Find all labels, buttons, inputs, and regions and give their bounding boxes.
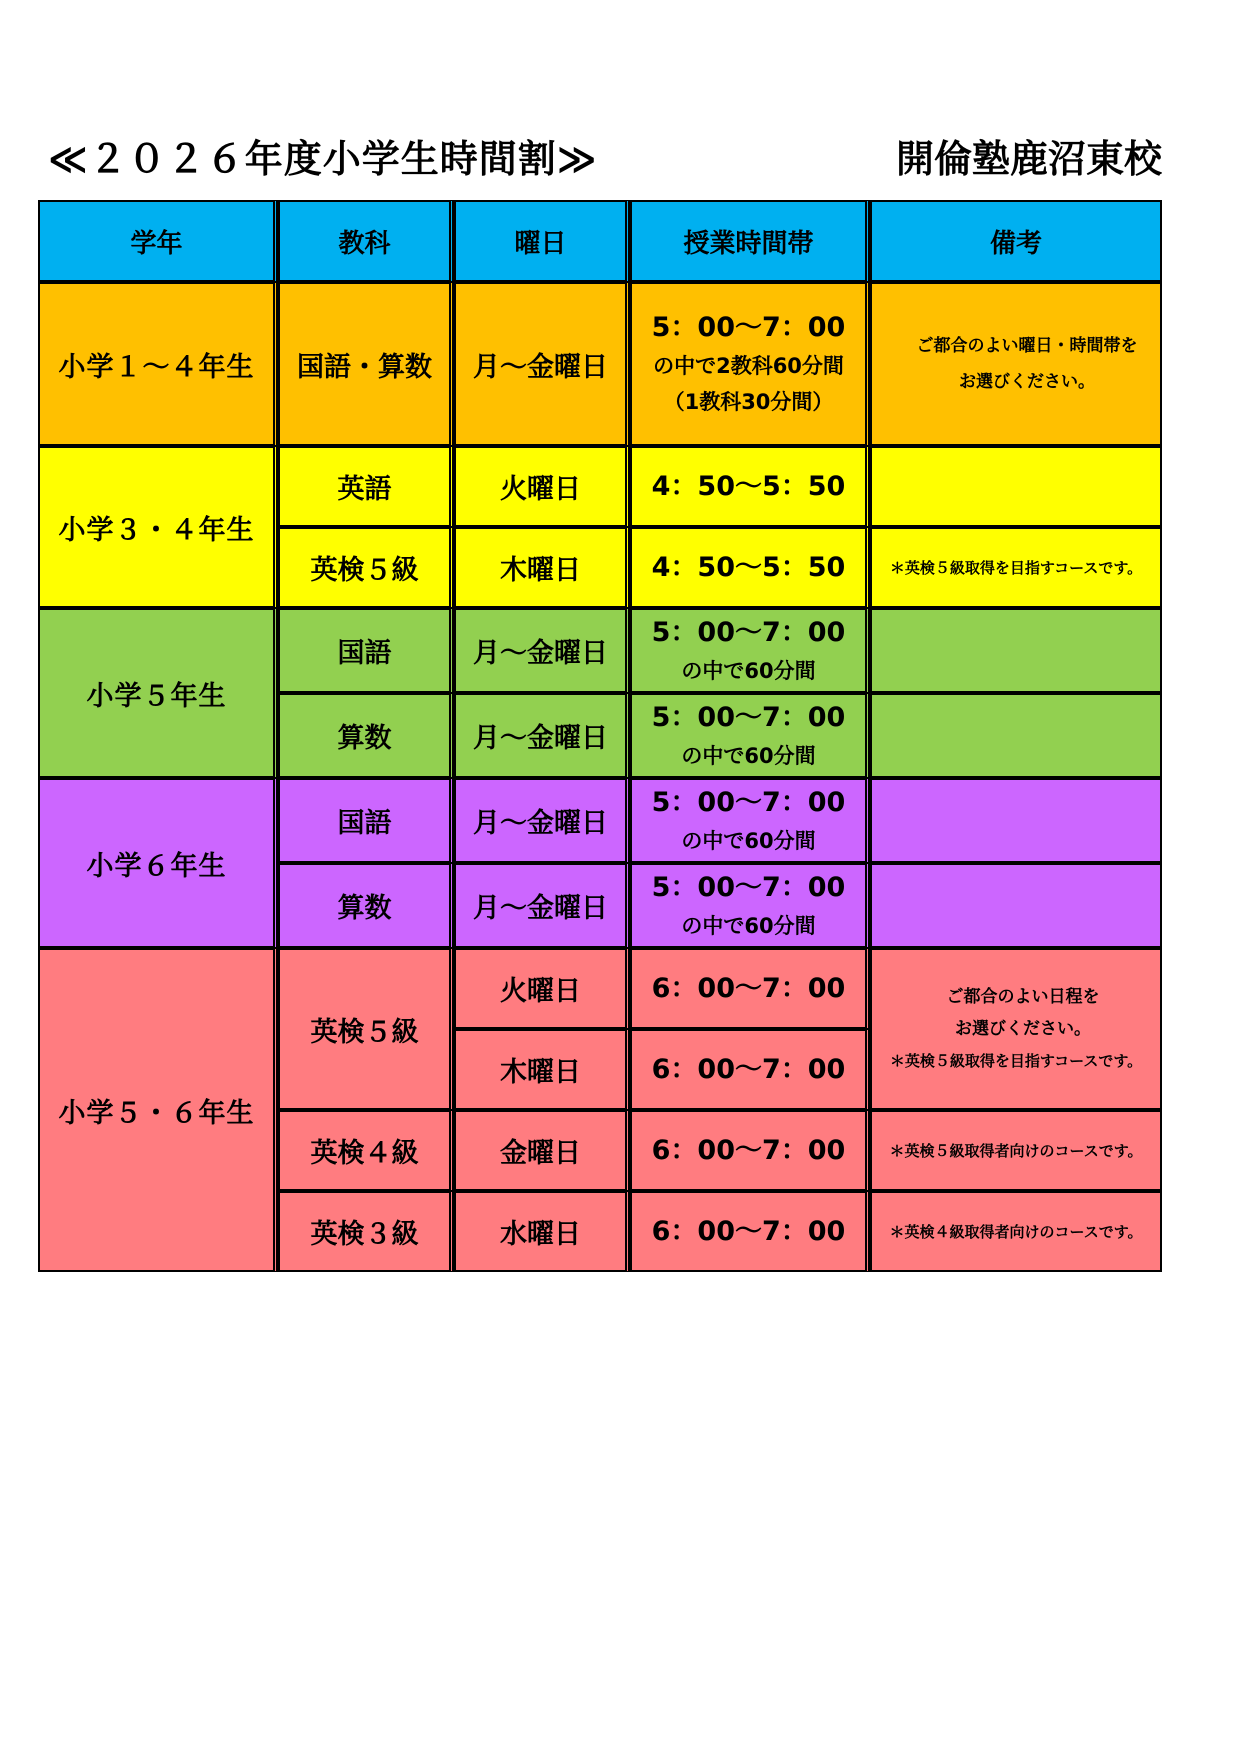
- note-cell: [870, 863, 1162, 948]
- time-range: 5：00～7：00: [651, 312, 846, 343]
- day-cell: 月～金曜日: [454, 282, 630, 446]
- time-cell: [630, 863, 870, 948]
- note-cell: ＊英検５級取得を目指すコースです。: [870, 527, 1162, 608]
- col-header-subject: 教科: [278, 200, 454, 282]
- subject-cell: 算数: [278, 863, 454, 948]
- table-row: [38, 778, 1162, 863]
- table-header-row: [38, 200, 1162, 282]
- col-header-notes: 備考: [870, 200, 1162, 282]
- time-cell: [630, 282, 870, 446]
- time-detail: の中で60分間: [681, 913, 816, 938]
- subject-cell: 国語: [278, 778, 454, 863]
- time-cell: 6：00～7：00: [630, 1110, 870, 1191]
- subject-cell: 英検３級: [278, 1191, 454, 1272]
- grade-cell: 小学６年生: [38, 778, 278, 948]
- time-detail: （1教科30分間）: [663, 390, 834, 414]
- note-line: ご都合のよい日程を: [946, 987, 1100, 1007]
- time-detail: の中で2教科60分間: [653, 354, 844, 378]
- note-cell: [870, 446, 1162, 527]
- day-cell: 火曜日: [454, 948, 630, 1029]
- time-cell: 4：50～5：50: [630, 446, 870, 527]
- time-detail: の中で60分間: [681, 743, 816, 768]
- time-cell: 4：50～5：50: [630, 527, 870, 608]
- time-range: 5：00～7：00: [651, 701, 846, 733]
- day-cell: 水曜日: [454, 1191, 630, 1272]
- day-cell: 月～金曜日: [454, 608, 630, 693]
- subject-cell: 英検５級: [278, 948, 454, 1110]
- timetable: [38, 200, 1162, 1272]
- time-cell: 6：00～7：00: [630, 1191, 870, 1272]
- col-header-grade: 学年: [38, 200, 278, 282]
- grade-cell: 小学１～４年生: [38, 282, 278, 446]
- day-cell: 金曜日: [454, 1110, 630, 1191]
- subject-cell: 英語: [278, 446, 454, 527]
- grade-cell: 小学３・４年生: [38, 446, 278, 608]
- note-line: お選びください。: [959, 372, 1095, 392]
- note-cell: [870, 282, 1162, 446]
- day-cell: 月～金曜日: [454, 778, 630, 863]
- note-cell: [870, 948, 1162, 1110]
- grade-cell: 小学５年生: [38, 608, 278, 778]
- subject-cell: 英検５級: [278, 527, 454, 608]
- note-cell: [870, 778, 1162, 863]
- note-cell: ＊英検５級取得者向けのコースです。: [870, 1110, 1162, 1191]
- note-cell: [870, 608, 1162, 693]
- time-cell: 6：00～7：00: [630, 948, 870, 1029]
- grade-cell: 小学５・６年生: [38, 948, 278, 1272]
- subject-cell: 算数: [278, 693, 454, 778]
- time-detail: の中で60分間: [681, 658, 816, 683]
- subject-cell: 国語: [278, 608, 454, 693]
- subject-cell: 英検４級: [278, 1110, 454, 1191]
- time-range: 5：00～7：00: [651, 786, 846, 818]
- table-row: [38, 608, 1162, 693]
- day-cell: 月～金曜日: [454, 693, 630, 778]
- table-row: [38, 282, 1162, 446]
- time-cell: [630, 778, 870, 863]
- note-cell: ＊英検４級取得者向けのコースです。: [870, 1191, 1162, 1272]
- time-cell: [630, 608, 870, 693]
- page-title: ≪２０２６年度小学生時間割≫: [48, 137, 598, 181]
- school-name: 開倫塾鹿沼東校: [895, 137, 1162, 181]
- table-row: [38, 948, 1162, 1029]
- day-cell: 木曜日: [454, 527, 630, 608]
- note-cell: [870, 693, 1162, 778]
- note-line: ご都合のよい曜日・時間帯を: [916, 336, 1138, 356]
- table-row: [38, 446, 1162, 527]
- time-detail: の中で60分間: [681, 828, 816, 853]
- note-line: お選びください。: [955, 1019, 1091, 1039]
- time-cell: 6：00～7：00: [630, 1029, 870, 1110]
- time-range: 5：00～7：00: [651, 616, 846, 648]
- note-line: ＊英検５級取得を目指すコースです。: [889, 1052, 1143, 1070]
- subject-cell: 国語・算数: [278, 282, 454, 446]
- col-header-time: 授業時間帯: [630, 200, 870, 282]
- day-cell: 火曜日: [454, 446, 630, 527]
- col-header-day: 曜日: [454, 200, 630, 282]
- time-cell: [630, 693, 870, 778]
- day-cell: 月～金曜日: [454, 863, 630, 948]
- time-range: 5：00～7：00: [651, 871, 846, 903]
- day-cell: 木曜日: [454, 1029, 630, 1110]
